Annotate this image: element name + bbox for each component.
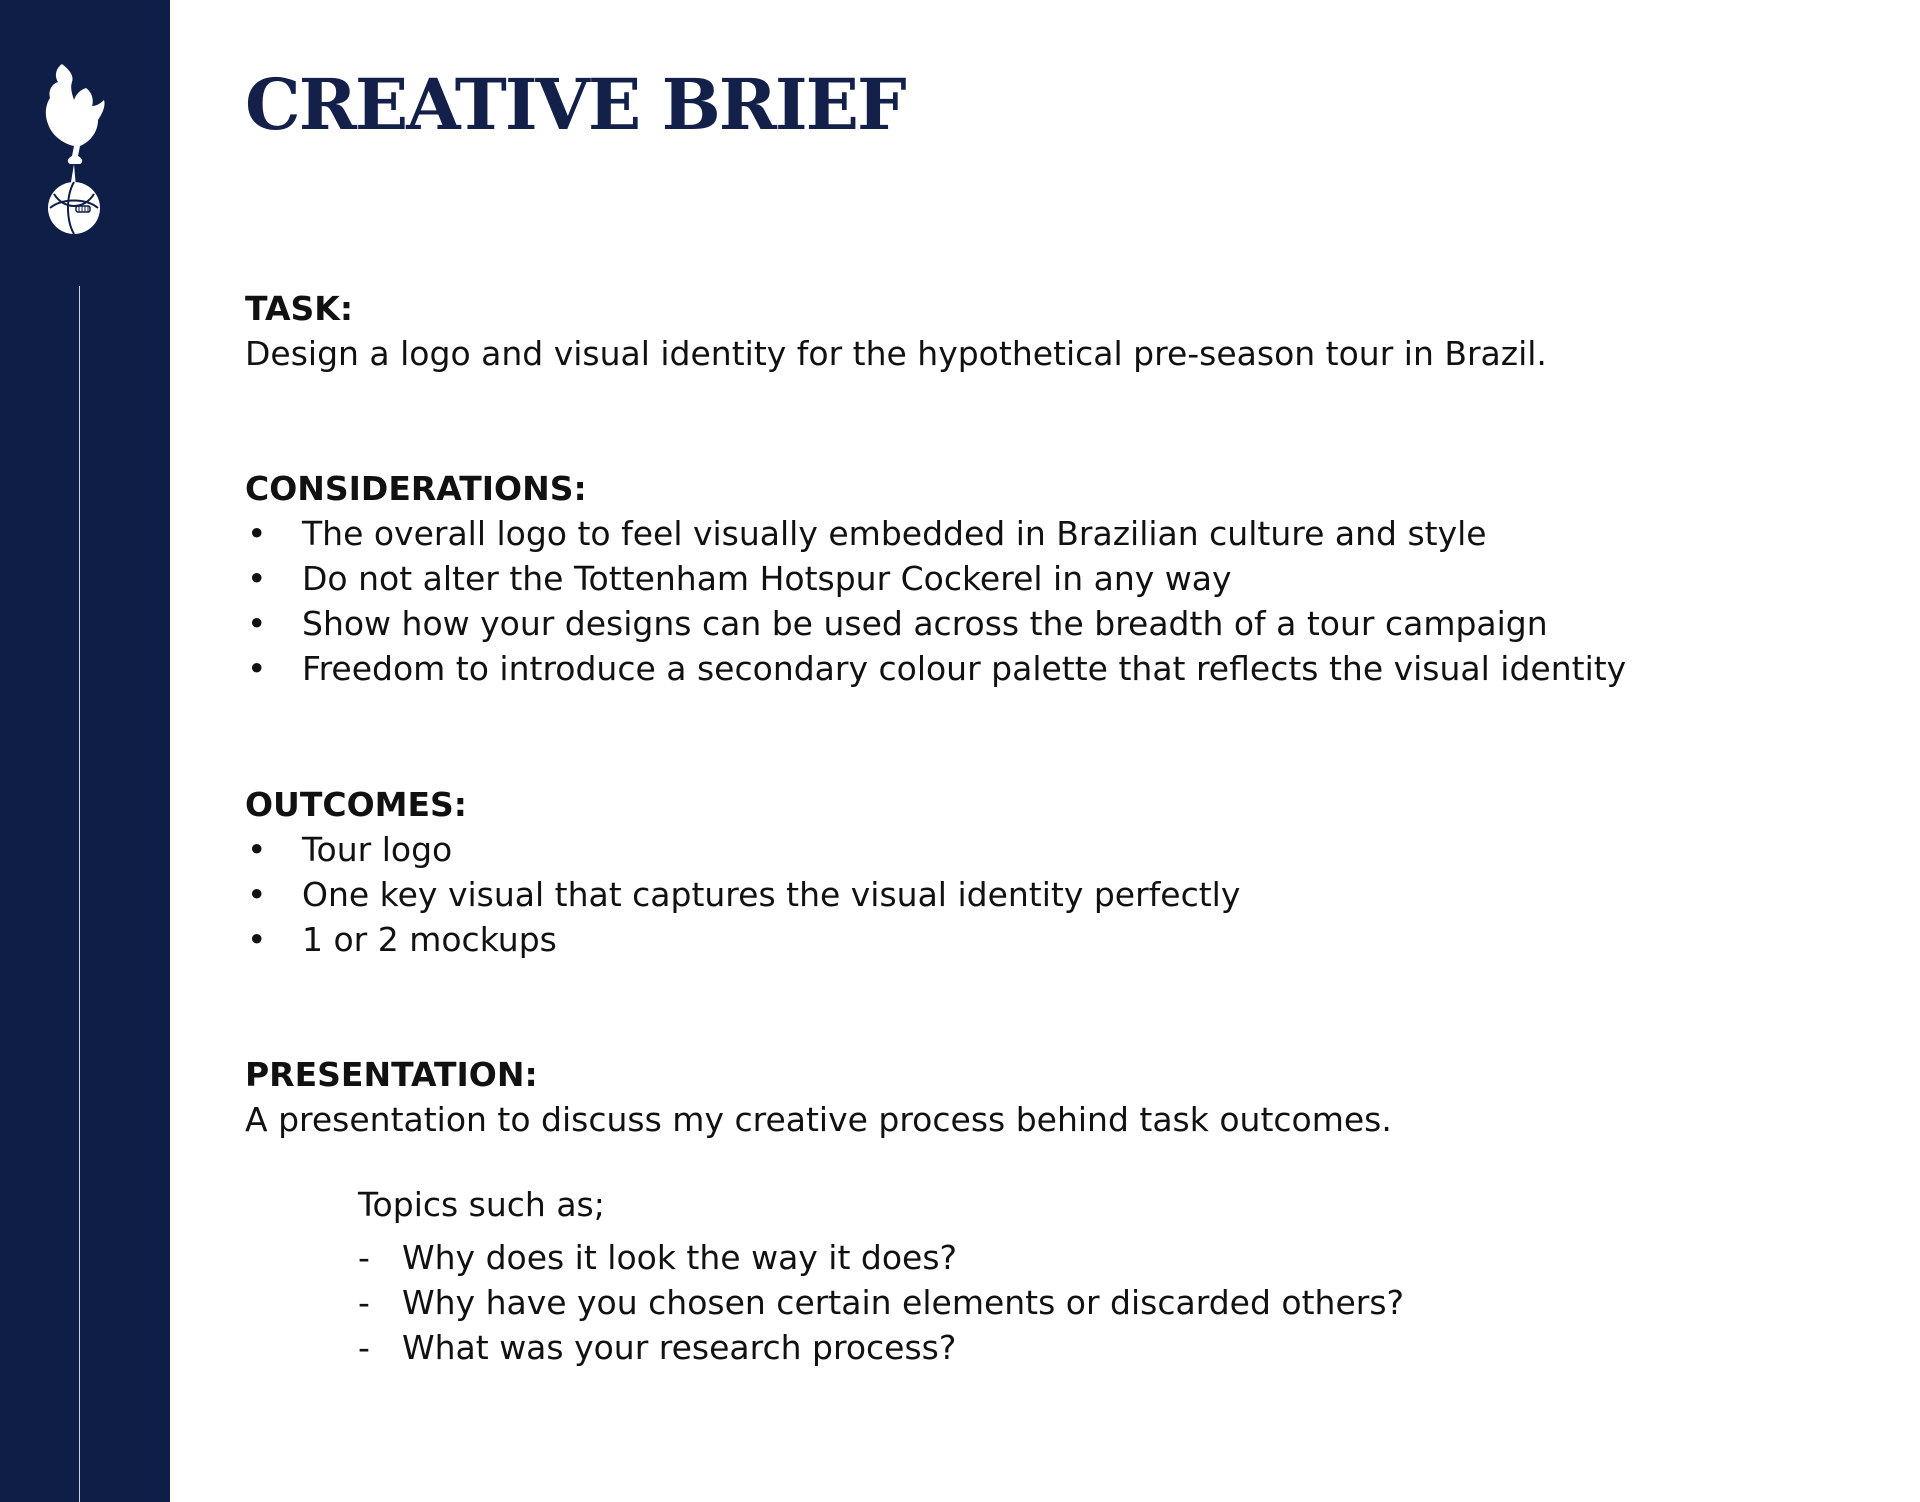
list-item: • One key visual that captures the visual identity perfectly	[245, 872, 1885, 917]
list-item: • Freedom to introduce a secondary colour palette that reflects the visual identity	[245, 646, 1885, 691]
task-section	[245, 286, 1885, 376]
task-heading: TASK:	[245, 289, 354, 328]
list-item: • The overall logo to feel visually embedded in Brazilian culture and style	[245, 511, 1885, 556]
sidebar	[0, 0, 170, 1502]
outcomes-heading: OUTCOMES:	[245, 785, 467, 824]
topics-block	[358, 1182, 1758, 1370]
bullet-icon: •	[247, 559, 267, 598]
list-item: • 1 or 2 mockups	[245, 917, 1885, 962]
outcomes-section	[245, 782, 1885, 962]
bullet-icon: •	[247, 830, 267, 869]
dash-marker: -	[358, 1238, 370, 1277]
considerations-heading: CONSIDERATIONS:	[245, 469, 587, 508]
bullet-icon: •	[247, 920, 267, 959]
list-item: • Do not alter the Tottenham Hotspur Cockerel in any way	[245, 556, 1885, 601]
bullet-icon: •	[247, 514, 267, 553]
list-item: - Why have you chosen certain elements or discarded others?	[358, 1280, 1758, 1325]
considerations-list	[245, 511, 1885, 691]
presentation-section	[245, 1052, 1885, 1142]
list-item: • Tour logo	[245, 827, 1885, 872]
cockerel-crest-icon	[40, 60, 108, 240]
topics-list	[358, 1235, 1758, 1370]
sidebar-divider-line	[79, 286, 80, 1502]
dash-marker: -	[358, 1328, 370, 1367]
topics-intro: Topics such as;	[358, 1185, 605, 1224]
bullet-icon: •	[247, 875, 267, 914]
brief-content	[245, 0, 1885, 1502]
considerations-section	[245, 466, 1885, 691]
bullet-icon: •	[247, 604, 267, 643]
task-text: Design a logo and visual identity for the hypothetical pre-season tour in Brazil.	[245, 334, 1547, 373]
presentation-text: A presentation to discuss my creative process behind task outcomes.	[245, 1100, 1392, 1139]
presentation-heading: PRESENTATION:	[245, 1055, 538, 1094]
list-item: - Why does it look the way it does?	[358, 1235, 1758, 1280]
list-item: - What was your research process?	[358, 1325, 1758, 1370]
list-item: • Show how your designs can be used across the breadth of a tour campaign	[245, 601, 1885, 646]
outcomes-list	[245, 827, 1885, 962]
dash-marker: -	[358, 1283, 370, 1322]
bullet-icon: •	[247, 649, 267, 688]
page-title: CREATIVE BRIEF	[245, 63, 905, 146]
